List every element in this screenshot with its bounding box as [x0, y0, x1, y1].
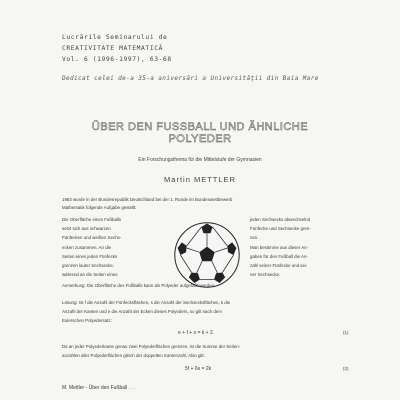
dedication: Dedicat celei de-a 35-a aniversări a Universităţii din Baia Mare — [62, 75, 319, 82]
equation-2-number: (2) — [343, 366, 349, 371]
paper-title-line-2: POLYEDER — [168, 133, 232, 145]
journal-header-line-3: Vol. 6 (1996-1997), 63-68 — [62, 56, 172, 63]
problem-right-line-3: zen. — [250, 235, 259, 240]
problem-left-line-2: setzt sich aus schwarzen — [62, 226, 111, 231]
remark: Anmerkung: Die Oberfläche des Fußballs kann als Polyeder aufgefaßt werden. — [62, 283, 216, 288]
problem-right-line-1: jeden Sechsecks abwechselnd — [250, 217, 311, 222]
problem-left-line-3: Fünfecken und weißen Sechs- — [62, 235, 122, 240]
running-footer: M. Mettler - Über den Fußball . . . — [62, 385, 136, 391]
author-name: Martin METTLER — [164, 175, 236, 184]
problem-left-line-6: grenzen lauter Sechsecke, — [62, 263, 114, 268]
problem-right-line-6: zahl seiner Fünfecke und sei- — [250, 263, 308, 268]
problem-left-line-5: Seiten eines jeden Fünfecks — [62, 254, 118, 259]
journal-header-line-2: CREATIVITATE MATEMATICĂ — [62, 45, 163, 52]
problem-left-line-7: während an die Seiten eines — [62, 272, 118, 277]
equation-1-number: (1) — [343, 330, 349, 335]
soccer-ball-figure — [172, 220, 242, 290]
problem-right-line-2: Fünfecke und Sechsecke gren- — [250, 226, 311, 231]
solution-line-3: Eulerschen Polyedersatz: — [62, 318, 112, 323]
problem-right-line-5: gaben für den Fußball die An- — [250, 254, 308, 259]
solution-line-1: Lösung: Ist f die Anzahl der Fünfecksflächen, s die Anzahl der Sechsecksflächen, k die — [62, 300, 231, 305]
problem-right-line-7: ner Sechsecke. — [250, 272, 281, 277]
problem-left-line-4: ecken zusammen. An die — [62, 245, 112, 250]
equation-2: 5f + 6s = 2k — [185, 366, 212, 372]
intro-line-1: 1983 wurde in der Bundesrepublik Deutschland bei der 1. Runde im Bundeswettbewerb — [62, 197, 233, 202]
derivation-line-1: Da an jeder Polyederkante genau zwei Polyederflächen grenzen, ist die Summe der Seiten- — [62, 344, 241, 349]
equation-1: e + f + s = k + 2. — [178, 330, 215, 336]
problem-right-line-4: Man bestimme aus dieser An- — [250, 245, 309, 250]
derivation-line-2: anzahlen aller Polyederflächen gleich der doppelten Kantenzahl. Also gilt: — [62, 353, 205, 358]
paper-subtitle: Ein Forschungsthema für die Mittelstufe der Gymnasien — [138, 157, 262, 163]
journal-header-line-1: Lucrările Seminarului de — [62, 34, 168, 41]
solution-line-2: Anzahl der Kanten und e die Anzahl der Ecken dieses Polyeders, so gilt nach dem — [62, 309, 222, 314]
problem-left-line-1: Die Oberfläche eines Fußballs — [62, 217, 122, 222]
intro-line-2: Mathematik folgende Aufgabe gestellt: — [62, 205, 137, 210]
paper-title-line-1: ÜBER DEN FUSSBALL UND ÄHNLICHE — [91, 121, 309, 133]
